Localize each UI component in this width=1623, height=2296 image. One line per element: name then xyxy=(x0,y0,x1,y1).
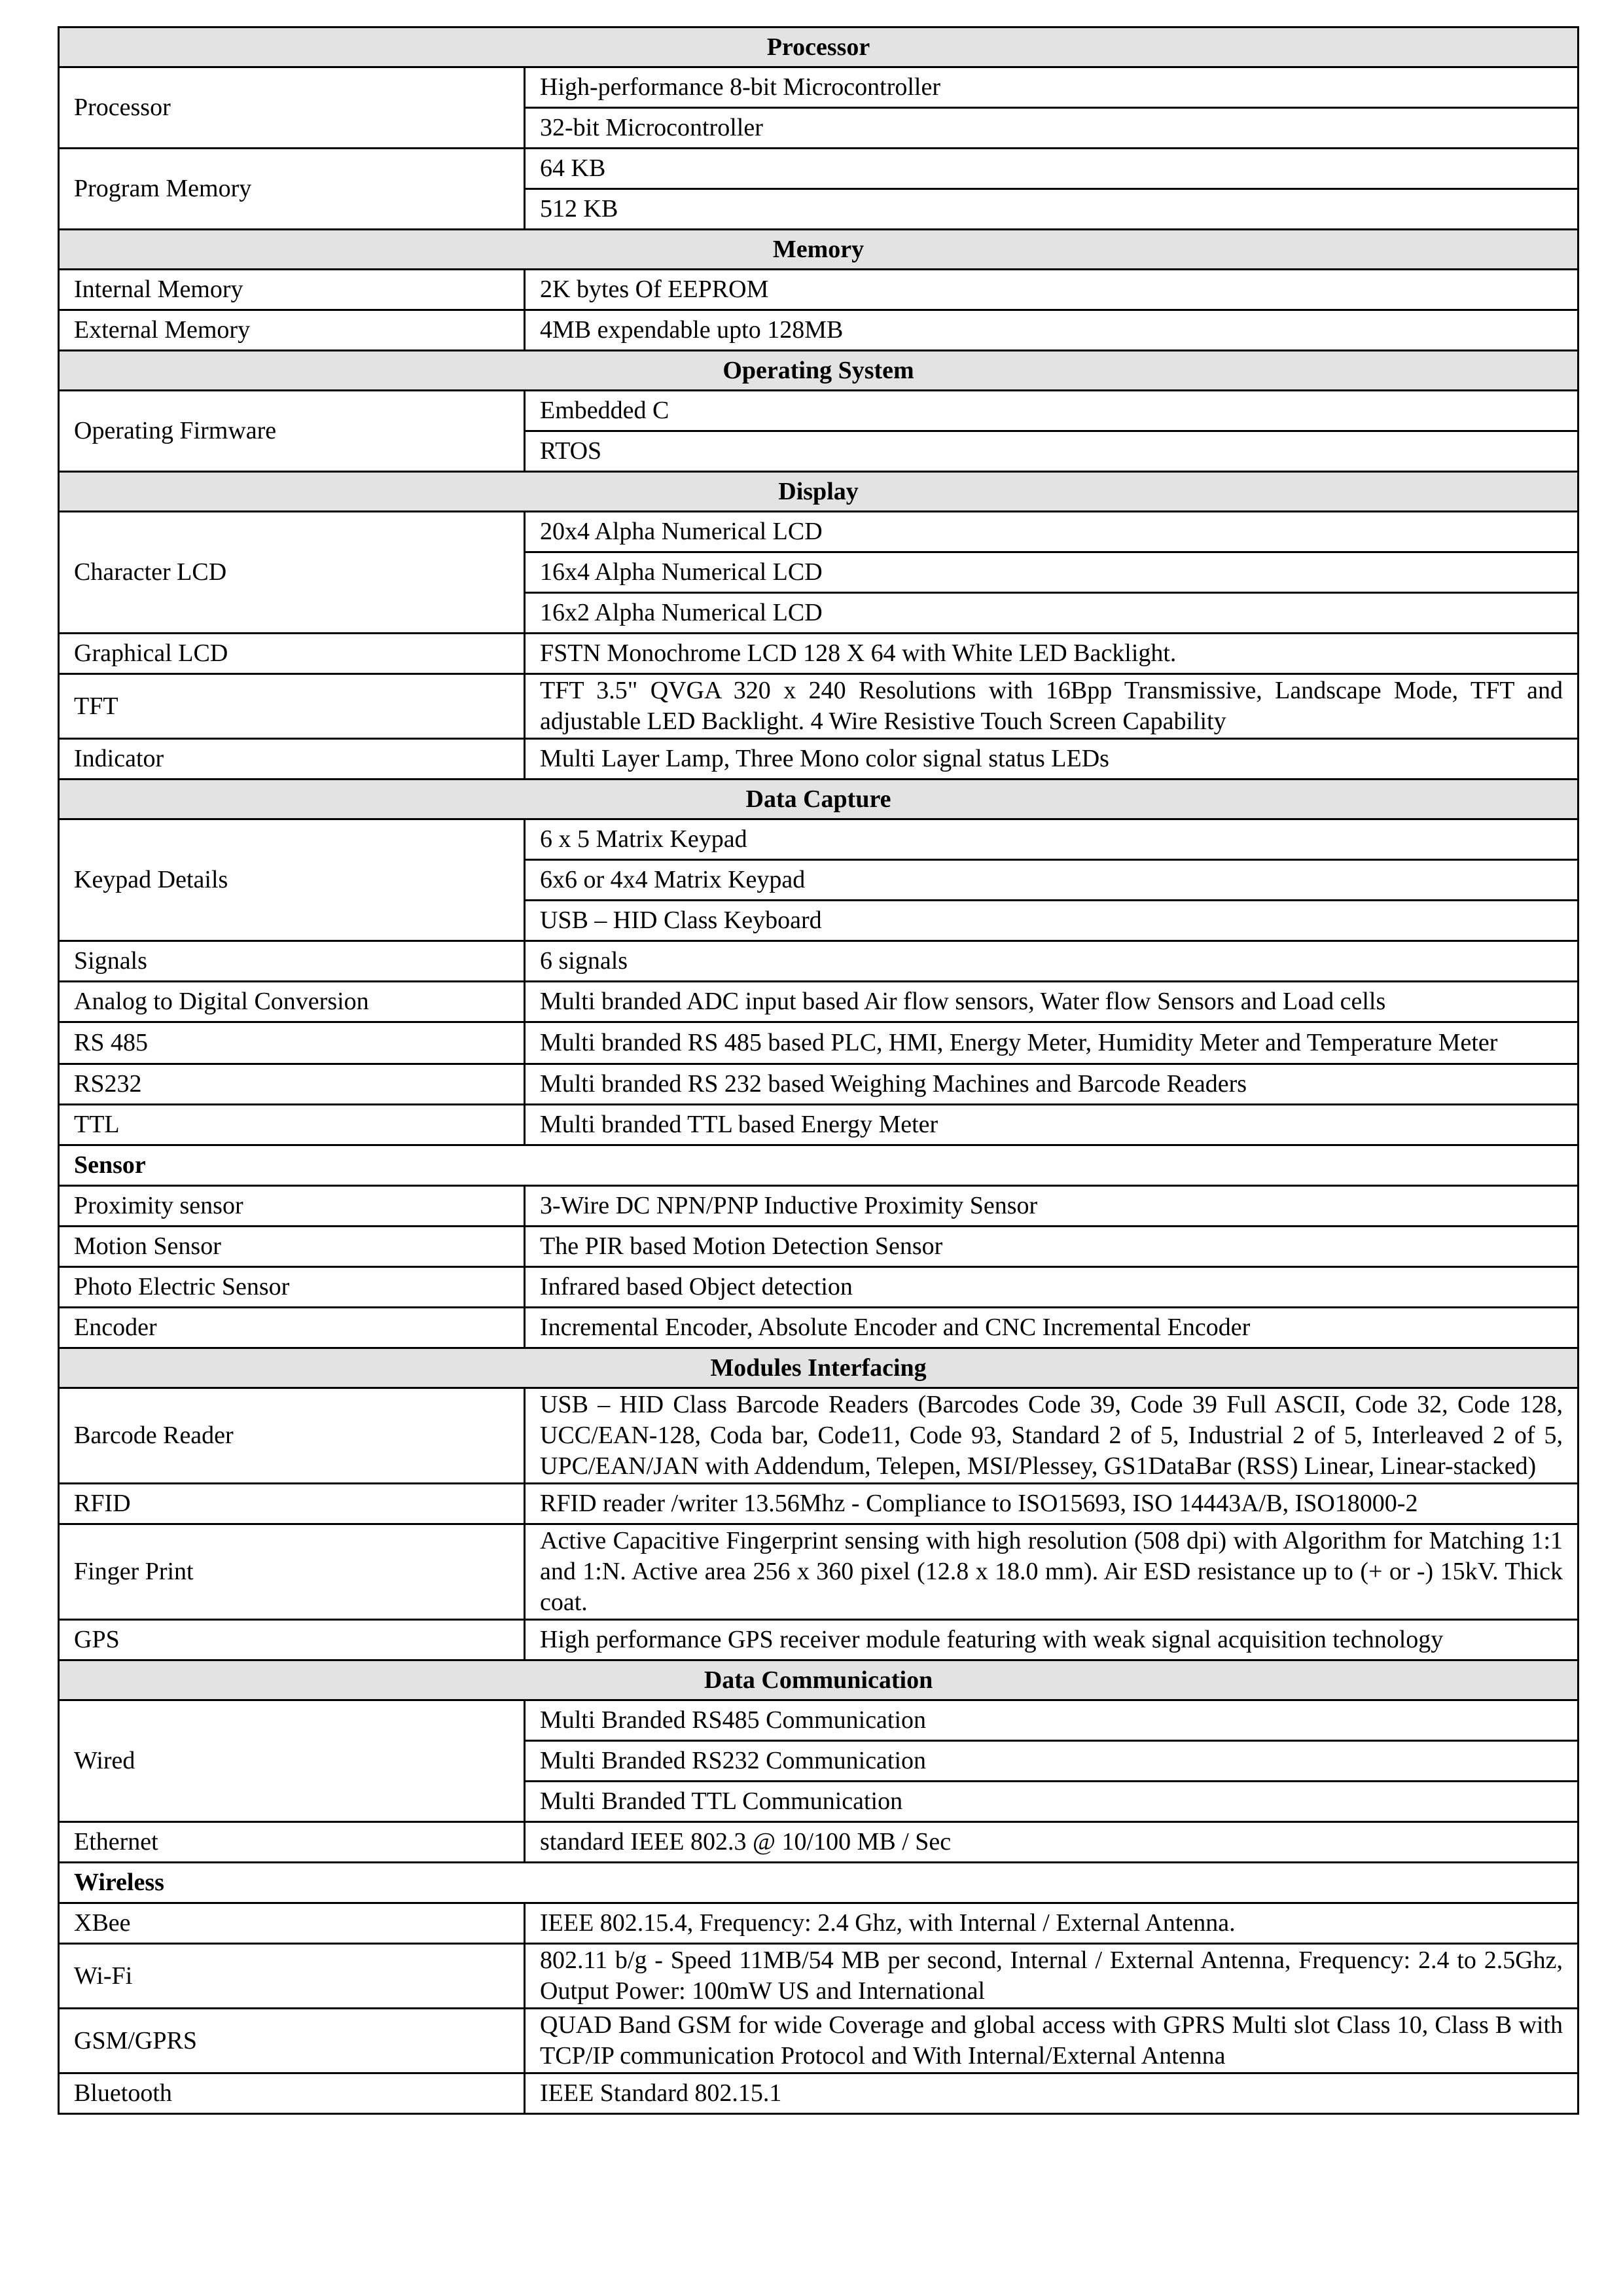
section-title: Modules Interfacing xyxy=(59,1348,1578,1388)
spec-row-external-memory xyxy=(59,310,1578,351)
spec-row-barcode-reader xyxy=(59,1388,1578,1484)
spec-value: Multi branded TTL based Energy Meter xyxy=(525,1105,1578,1145)
spec-label: RFID xyxy=(59,1484,525,1524)
spec-value: Multi Branded RS232 Communication xyxy=(525,1741,1578,1782)
spec-row-bluetooth xyxy=(59,2073,1578,2114)
spec-label: Barcode Reader xyxy=(59,1388,525,1484)
spec-row-wired xyxy=(59,1700,1578,1741)
spec-label: Proximity sensor xyxy=(59,1186,525,1227)
spec-row-encoder xyxy=(59,1308,1578,1348)
spec-row-ethernet xyxy=(59,1822,1578,1863)
spec-row-internal-memory xyxy=(59,270,1578,310)
spec-row-program-memory xyxy=(59,149,1578,189)
spec-value: Active Capacitive Fingerprint sensing with high resolution (508 dpi) with Algorithm for Matching 1:1 and 1:N. Active area 256 x 360 pixel (12.8 x 18.0 mm). Air ESD resistance up to (+ or -) 15kV. Thick coat. xyxy=(525,1524,1578,1620)
spec-value: QUAD Band GSM for wide Coverage and global access with GPRS Multi slot Class 10, Class B with TCP/IP communication Protocol and With Internal/External Antenna xyxy=(525,2009,1578,2073)
spec-label: Finger Print xyxy=(59,1524,525,1620)
spec-value: 3-Wire DC NPN/PNP Inductive Proximity Sensor xyxy=(525,1186,1578,1227)
spec-value: IEEE Standard 802.15.1 xyxy=(525,2073,1578,2114)
spec-value: Multi branded ADC input based Air flow sensors, Water flow Sensors and Load cells xyxy=(525,982,1578,1022)
section-header-operating-system xyxy=(59,351,1578,391)
spec-value: RTOS xyxy=(525,431,1578,472)
spec-label: Bluetooth xyxy=(59,2073,525,2114)
spec-row-ttl xyxy=(59,1105,1578,1145)
spec-value: 6 x 5 Matrix Keypad xyxy=(525,819,1578,860)
spec-label: Program Memory xyxy=(59,149,525,230)
subsection-title: Wireless xyxy=(59,1863,1578,1903)
subsection-header-sensor xyxy=(59,1145,1578,1186)
spec-row-rfid xyxy=(59,1484,1578,1524)
spec-row-wi-fi xyxy=(59,1944,1578,2009)
spec-label: Analog to Digital Conversion xyxy=(59,982,525,1022)
spec-label: Operating Firmware xyxy=(59,391,525,472)
spec-label: Keypad Details xyxy=(59,819,525,941)
spec-row-proximity-sensor xyxy=(59,1186,1578,1227)
spec-table-body xyxy=(59,27,1578,2114)
section-title: Memory xyxy=(59,230,1578,270)
spec-value: RFID reader /writer 13.56Mhz - Compliance to ISO15693, ISO 14443A/B, ISO18000-2 xyxy=(525,1484,1578,1524)
section-title: Processor xyxy=(59,27,1578,67)
spec-value: 32-bit Microcontroller xyxy=(525,108,1578,149)
spec-value: IEEE 802.15.4, Frequency: 2.4 Ghz, with Internal / External Antenna. xyxy=(525,1903,1578,1944)
section-title: Data Communication xyxy=(59,1660,1578,1700)
section-header-data-capture xyxy=(59,780,1578,819)
spec-value: Embedded C xyxy=(525,391,1578,431)
section-title: Display xyxy=(59,472,1578,512)
spec-row-finger-print xyxy=(59,1524,1578,1620)
spec-value: 6x6 or 4x4 Matrix Keypad xyxy=(525,860,1578,901)
spec-label: Motion Sensor xyxy=(59,1227,525,1267)
spec-label: RS232 xyxy=(59,1064,525,1105)
spec-value: 512 KB xyxy=(525,189,1578,230)
spec-row-xbee xyxy=(59,1903,1578,1944)
spec-label: GSM/GPRS xyxy=(59,2009,525,2073)
spec-label: Ethernet xyxy=(59,1822,525,1863)
spec-row-signals xyxy=(59,941,1578,982)
spec-label: Signals xyxy=(59,941,525,982)
subsection-header-wireless xyxy=(59,1863,1578,1903)
spec-label: External Memory xyxy=(59,310,525,351)
spec-label: Photo Electric Sensor xyxy=(59,1267,525,1308)
spec-value: 6 signals xyxy=(525,941,1578,982)
section-header-display xyxy=(59,472,1578,512)
spec-value: USB – HID Class Keyboard xyxy=(525,901,1578,941)
spec-value: Multi Branded RS485 Communication xyxy=(525,1700,1578,1741)
spec-label: Internal Memory xyxy=(59,270,525,310)
spec-value: 20x4 Alpha Numerical LCD xyxy=(525,512,1578,552)
spec-label: GPS xyxy=(59,1620,525,1660)
spec-row-gsm-gprs xyxy=(59,2009,1578,2073)
spec-row-processor xyxy=(59,67,1578,108)
spec-value: High-performance 8-bit Microcontroller xyxy=(525,67,1578,108)
spec-value: The PIR based Motion Detection Sensor xyxy=(525,1227,1578,1267)
spec-label: TTL xyxy=(59,1105,525,1145)
spec-value: FSTN Monochrome LCD 128 X 64 with White LED Backlight. xyxy=(525,634,1578,674)
spec-row-gps xyxy=(59,1620,1578,1660)
spec-value: 4MB expendable upto 128MB xyxy=(525,310,1578,351)
spec-value: TFT 3.5" QVGA 320 x 240 Resolutions with 16Bpp Transmissive, Landscape Mode, TFT and adjustable LED Backlight. 4 Wire Resistive Touch Screen Capability xyxy=(525,674,1578,739)
spec-label: Wi-Fi xyxy=(59,1944,525,2009)
spec-row-graphical-lcd xyxy=(59,634,1578,674)
spec-row-character-lcd xyxy=(59,512,1578,552)
spec-value: 16x2 Alpha Numerical LCD xyxy=(525,593,1578,634)
spec-value: 2K bytes Of EEPROM xyxy=(525,270,1578,310)
spec-label: Graphical LCD xyxy=(59,634,525,674)
spec-label: Character LCD xyxy=(59,512,525,634)
section-title: Data Capture xyxy=(59,780,1578,819)
spec-row-keypad-details xyxy=(59,819,1578,860)
spec-row-photo-electric-sensor xyxy=(59,1267,1578,1308)
section-header-memory xyxy=(59,230,1578,270)
spec-label: RS 485 xyxy=(59,1022,525,1064)
section-header-processor xyxy=(59,27,1578,67)
spec-row-operating-firmware xyxy=(59,391,1578,431)
section-header-modules-interfacing xyxy=(59,1348,1578,1388)
spec-row-analog-to-digital-conversion xyxy=(59,982,1578,1022)
spec-value: High performance GPS receiver module featuring with weak signal acquisition technology xyxy=(525,1620,1578,1660)
spec-label: Indicator xyxy=(59,739,525,780)
spec-row-rs232 xyxy=(59,1064,1578,1105)
spec-row-motion-sensor xyxy=(59,1227,1578,1267)
spec-value: Multi Layer Lamp, Three Mono color signal status LEDs xyxy=(525,739,1578,780)
spec-label: Encoder xyxy=(59,1308,525,1348)
spec-label: TFT xyxy=(59,674,525,739)
spec-value: 16x4 Alpha Numerical LCD xyxy=(525,552,1578,593)
spec-value: Multi branded RS 485 based PLC, HMI, Energy Meter, Humidity Meter and Temperature Meter xyxy=(525,1022,1578,1064)
spec-table xyxy=(58,26,1579,2115)
subsection-title: Sensor xyxy=(59,1145,1578,1186)
spec-value: 64 KB xyxy=(525,149,1578,189)
spec-value: Incremental Encoder, Absolute Encoder and CNC Incremental Encoder xyxy=(525,1308,1578,1348)
spec-row-indicator xyxy=(59,739,1578,780)
spec-label: XBee xyxy=(59,1903,525,1944)
spec-row-tft xyxy=(59,674,1578,739)
spec-value: Multi branded RS 232 based Weighing Machines and Barcode Readers xyxy=(525,1064,1578,1105)
spec-label: Wired xyxy=(59,1700,525,1822)
spec-value: Infrared based Object detection xyxy=(525,1267,1578,1308)
section-title: Operating System xyxy=(59,351,1578,391)
spec-value: USB – HID Class Barcode Readers (Barcodes Code 39, Code 39 Full ASCII, Code 32, Code 128, UCC/EAN-128, Coda bar, Code11, Code 93, Standard 2 of 5, Industrial 2 of 5, Interleaved 2 of 5, UPC/EAN/JAN with Addendum, Telepen, MSI/Plessey, GS1DataBar (RSS) Linear, Linear-stacked) xyxy=(525,1388,1578,1484)
section-header-data-communication xyxy=(59,1660,1578,1700)
spec-value: standard IEEE 802.3 @ 10/100 MB / Sec xyxy=(525,1822,1578,1863)
spec-value: 802.11 b/g - Speed 11MB/54 MB per second, Internal / External Antenna, Frequency: 2.4 to 2.5Ghz, Output Power: 100mW US and International xyxy=(525,1944,1578,2009)
spec-row-rs-485 xyxy=(59,1022,1578,1064)
spec-label: Processor xyxy=(59,67,525,149)
spec-value: Multi Branded TTL Communication xyxy=(525,1782,1578,1822)
